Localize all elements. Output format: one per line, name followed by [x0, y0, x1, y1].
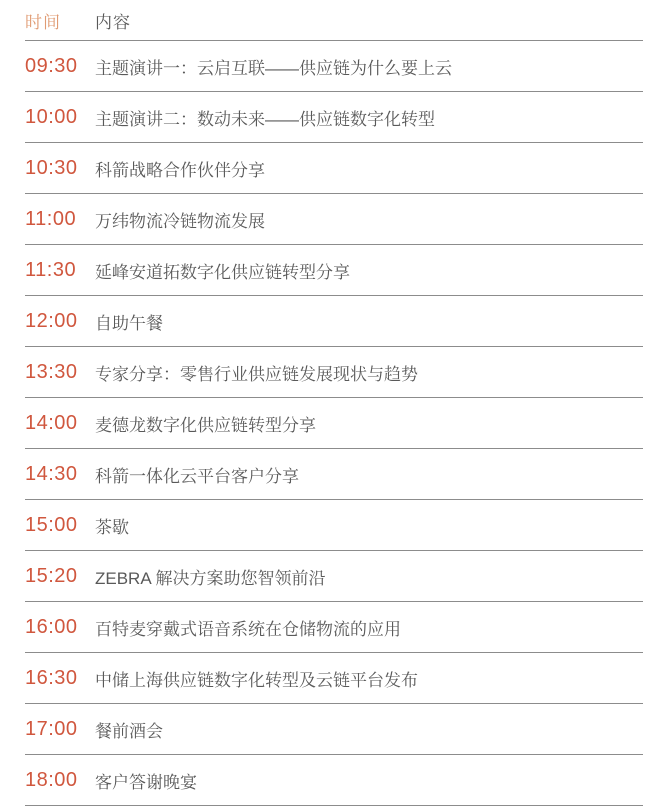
table-row — [0, 194, 648, 245]
table-row — [0, 398, 648, 449]
table-row — [0, 449, 648, 500]
table-row — [0, 347, 648, 398]
row-content: 麦德龙数字化供应链转型分享 — [95, 416, 316, 435]
table-body — [0, 41, 648, 806]
row-content: ZEBRA 解决方案助您智领前沿 — [95, 569, 326, 588]
row-content: 专家分享：零售行业供应链发展现状与趋势 — [95, 365, 418, 384]
row-content: 餐前酒会 — [95, 722, 163, 741]
row-time: 16:30 — [25, 667, 78, 689]
row-time: 14:00 — [25, 412, 78, 434]
row-content: 科箭战略合作伙伴分享 — [95, 161, 265, 180]
table-row — [0, 551, 648, 602]
row-time: 18:00 — [25, 769, 78, 791]
table-row — [0, 755, 648, 806]
table-row — [0, 143, 648, 194]
row-content: 延峰安道拓数字化供应链转型分享 — [95, 263, 350, 282]
row-content: 自助午餐 — [95, 314, 163, 333]
table-row — [0, 602, 648, 653]
row-time: 15:20 — [25, 565, 78, 587]
table-row — [0, 500, 648, 551]
row-time: 17:00 — [25, 718, 78, 740]
row-time: 10:00 — [25, 106, 78, 128]
row-content: 万纬物流冷链物流发展 — [95, 212, 265, 231]
table-header-row — [0, 0, 648, 41]
table-row — [0, 92, 648, 143]
row-time: 11:30 — [25, 259, 77, 281]
row-time: 10:30 — [25, 157, 78, 179]
row-content: 主题演讲一：云启互联——供应链为什么要上云 — [95, 59, 452, 78]
row-time: 16:00 — [25, 616, 78, 638]
row-time: 12:00 — [25, 310, 78, 332]
table-row — [0, 245, 648, 296]
table-row — [0, 704, 648, 755]
row-content: 科箭一体化云平台客户分享 — [95, 467, 299, 486]
content-column-header: 内容 — [95, 13, 131, 32]
time-column-header: 时间 — [25, 13, 61, 32]
table-row — [0, 653, 648, 704]
row-content: 客户答谢晚宴 — [95, 773, 197, 792]
table-row — [0, 296, 648, 347]
row-time: 13:30 — [25, 361, 78, 383]
row-content: 百特麦穿戴式语音系统在仓储物流的应用 — [95, 620, 401, 639]
row-time: 15:00 — [25, 514, 78, 536]
row-time: 11:00 — [25, 208, 77, 230]
row-content: 茶歇 — [95, 518, 129, 537]
row-time: 09:30 — [25, 55, 78, 77]
row-time: 14:30 — [25, 463, 78, 485]
row-content: 中储上海供应链数字化转型及云链平台发布 — [95, 671, 418, 690]
row-content: 主题演讲二：数动未来——供应链数字化转型 — [95, 110, 435, 129]
table-row — [0, 41, 648, 92]
